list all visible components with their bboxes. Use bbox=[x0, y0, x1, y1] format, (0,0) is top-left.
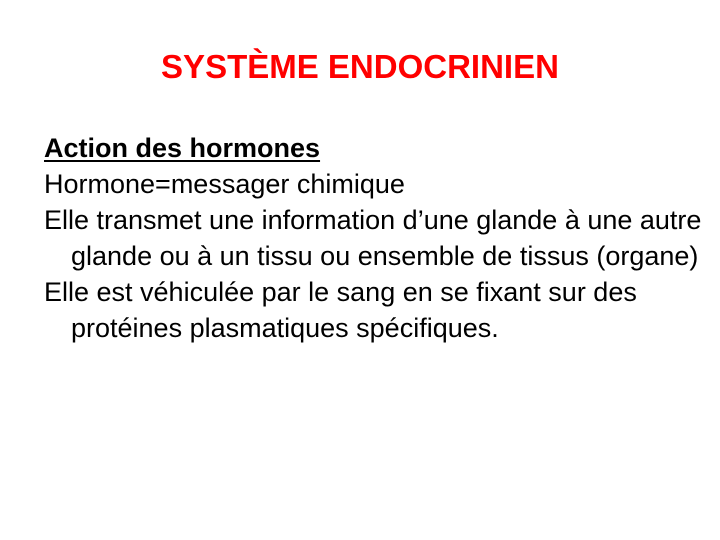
section-heading-line bbox=[44, 130, 704, 166]
paragraph-hormone-definition: Hormone=messager chimique bbox=[44, 169, 405, 199]
paragraph-blood-transport: Elle est véhiculée par le sang en se fixant sur des protéines plasmatiques spécifiques. bbox=[44, 277, 637, 343]
slide-title: SYSTÈME ENDOCRINIEN bbox=[161, 48, 559, 85]
slide-body bbox=[44, 130, 704, 346]
paragraph-information-transmission: Elle transmet une information d’une glande à une autre glande ou à un tissu ou ensemble de tissus (organe) bbox=[44, 205, 702, 271]
section-heading: Action des hormones bbox=[44, 133, 321, 163]
